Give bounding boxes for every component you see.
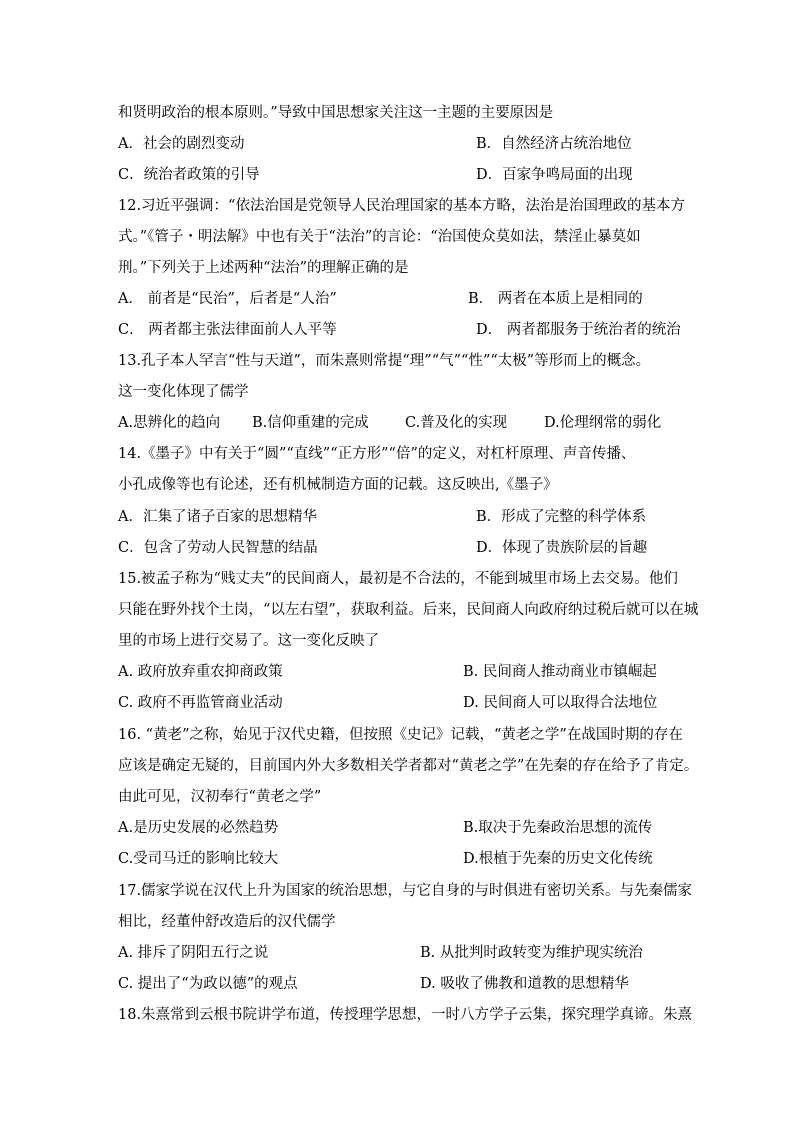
q15-stem-line-3: 里的市场上进行交易了。这一变化反映了 [118, 633, 379, 649]
q12-stem-line-3: 刑。”下列关于上述两种“法治”的理解正确的是 [118, 260, 409, 276]
q16-stem-line-1: 16. “黄老”之称，始见于汉代史籍，但按照《史记》记载，“黄老之学”在战国时期的存在 [118, 727, 683, 743]
q13-option-d: D.伦理纲常的弱化 [544, 415, 662, 431]
q15-stem-line-1: 15.被孟子称为“贱丈夫”的民间商人，最初是不合法的，不能到城里市场上去交易。他们 [118, 571, 678, 587]
q13-option-b: B.信仰重建的完成 [252, 415, 369, 431]
q11-option-d: D．百家争鸣局面的出现 [476, 167, 633, 183]
q13-stem-line-2: 这一变化体现了儒学 [118, 384, 249, 400]
q17-stem-line-2: 相比，经董仲舒改造后的汉代儒学 [118, 914, 336, 930]
q11-option-b: B．自然经济占统治地位 [476, 136, 632, 152]
q15-option-d: D. 民间商人可以取得合法地位 [463, 695, 658, 711]
q16-option-d: D.根植于先秦的历史文化传统 [463, 851, 653, 867]
q11-option-c: C．统治者政策的引导 [118, 167, 260, 183]
q16-option-b: B.取决于先秦政治思想的流传 [463, 820, 653, 836]
q17-option-d: D. 吸收了佛教和道教的思想精华 [420, 976, 629, 992]
q14-stem-line-2: 小孔成像等也有论述，还有机械制造方面的记载。这反映出,《墨子》 [118, 477, 558, 493]
q16-option-a: A.是历史发展的必然趋势 [118, 820, 279, 836]
q12-option-c: C． 两者都主张法律面前人人平等 [118, 322, 337, 338]
q16-stem-line-2: 应该是确定无疑的，目前国内外大多数相关学者都对“黄老之学”在先秦的存在给予了肯定。 [118, 758, 699, 774]
q14-option-b: B．形成了完整的科学体系 [476, 509, 647, 525]
q12-option-a: A． 前者是“民治”，后者是“人治” [118, 291, 337, 307]
q12-stem-line-2: 式。”《管子・明法解》中也有关于“法治”的言论：“治国使众莫如法，禁淫止暴莫如 [118, 229, 641, 245]
q15-option-a: A. 政府放弃重农抑商政策 [118, 664, 283, 680]
q17-option-a: A. 排斥了阴阳五行之说 [118, 945, 269, 961]
q18-stem-line-1: 18.朱熹常到云根书院讲学布道，传授理学思想，一时八方学子云集，探究理学真谛。朱熹 [118, 1007, 693, 1023]
q17-stem-line-1: 17.儒家学说在汉代上升为国家的统治思想，与它自身的与时俱进有密切关系。与先秦儒家 [118, 883, 693, 899]
q14-stem-line-1: 14.《墨子》中有关于“圆”“直线”“正方形”“倍”的定义，对杠杆原理、声音传播、 [118, 446, 636, 462]
q13-option-a: A.思辨化的趋向 [118, 415, 221, 431]
q13-stem-line-1: 13.孔子本人罕言“性与天道”，而朱熹则常提“理”“气”“性”“太极”等形而上的概念。 [118, 353, 651, 369]
q14-option-a: A．汇集了诸子百家的思想精华 [118, 509, 317, 525]
q16-option-c: C.受司马迁的影响比较大 [118, 851, 279, 867]
q14-option-c: C．包含了劳动人民智慧的结晶 [118, 540, 318, 556]
q14-option-d: D．体现了贵族阶层的旨趣 [476, 540, 648, 556]
q15-stem-line-2: 只能在野外找个土岗，“以左右望”，获取利益。后来，民间商人向政府纳过税后就可以在城 [118, 602, 699, 618]
q12-option-b: B． 两者在本质上是相同的 [468, 291, 643, 307]
q11-option-a: A．社会的剧烈变动 [118, 136, 245, 152]
q16-stem-line-3: 由此可见，汉初奉行“黄老之学” [118, 789, 322, 805]
q17-option-b: B. 从批判时政转变为维护现实统治 [420, 945, 643, 961]
q13-option-c: C.普及化的实现 [405, 415, 508, 431]
q11-stem-tail: 和贤明政治的根本原则。”导致中国思想家关注这一主题的主要原因是 [118, 105, 554, 121]
q15-option-b: B. 民间商人推动商业市镇崛起 [463, 664, 657, 680]
q17-option-c: C. 提出了“为政以德”的观点 [118, 976, 298, 992]
q12-stem-line-1: 12.习近平强调：“依法治国是党领导人民治理国家的基本方略，法治是治国理政的基本方 [118, 198, 685, 214]
q15-option-c: C. 政府不再监管商业活动 [118, 695, 283, 711]
q12-option-d: D． 两者都服务于统治者的统治 [476, 322, 681, 338]
